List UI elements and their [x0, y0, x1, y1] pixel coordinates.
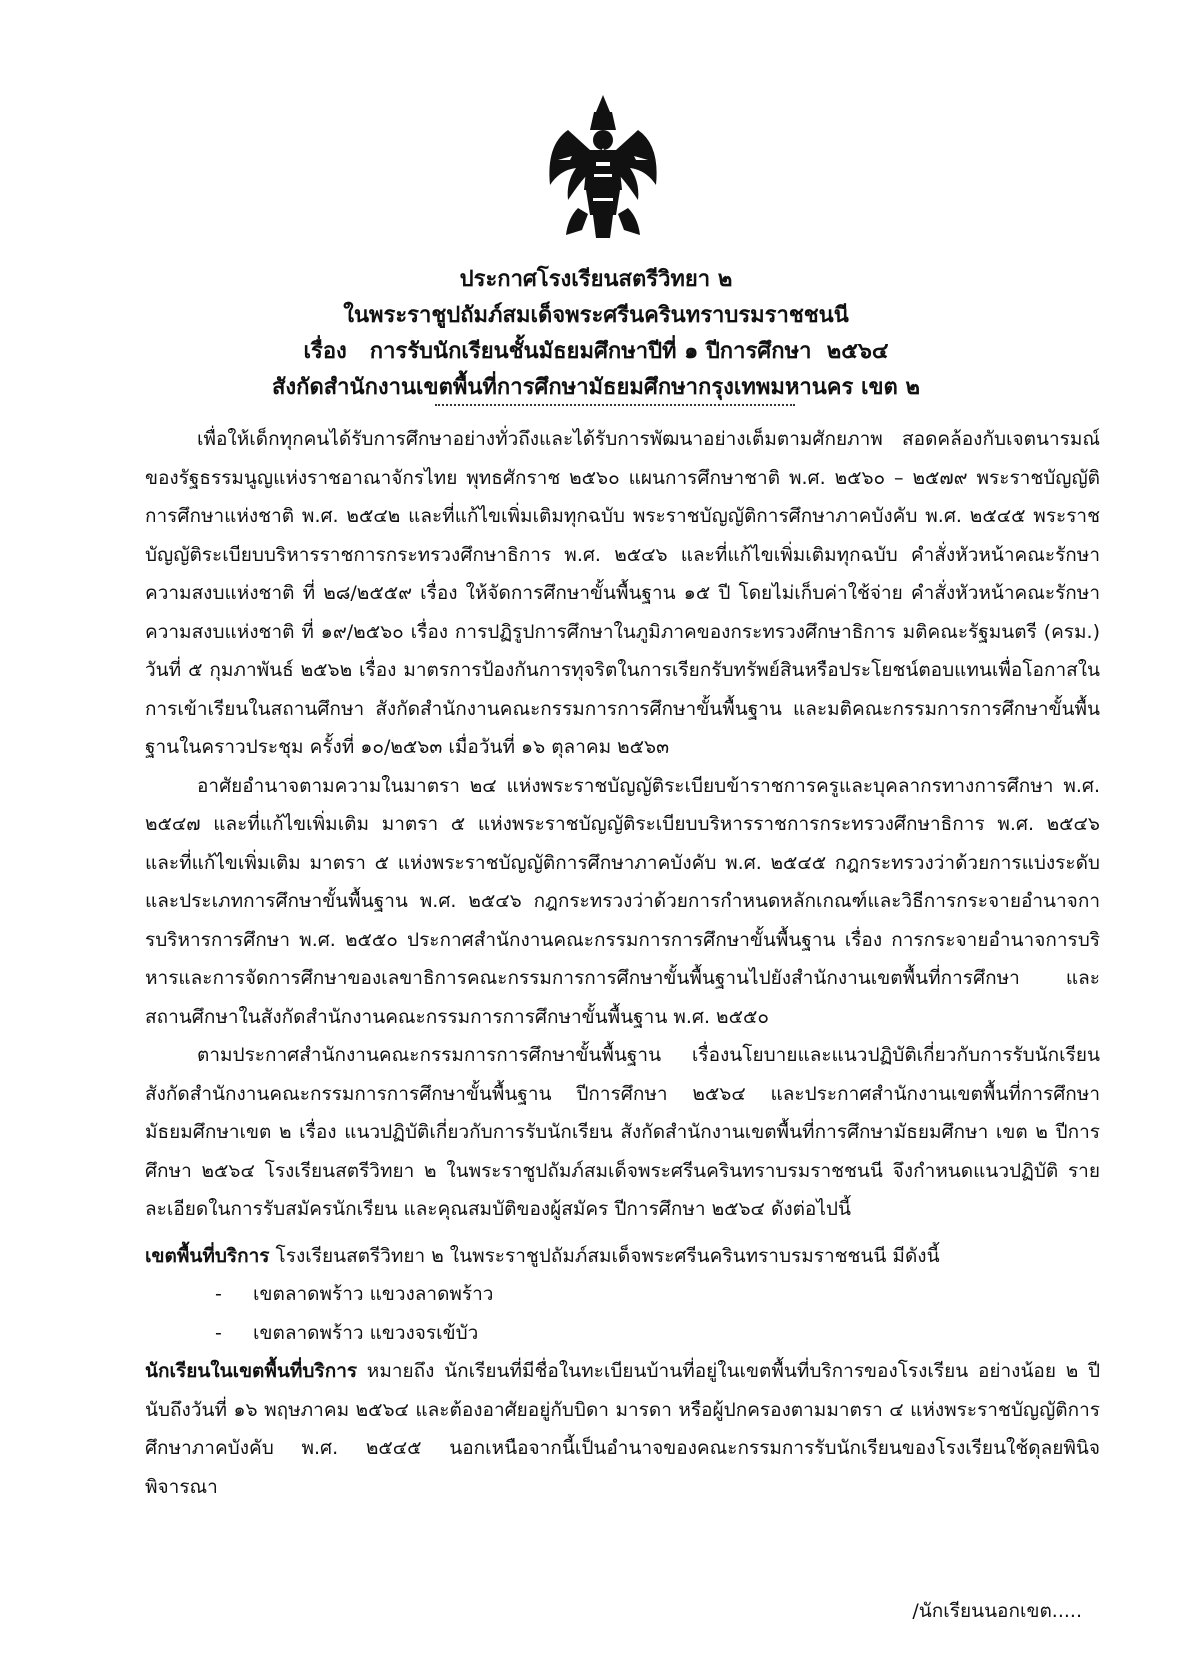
- service-area-label: เขตพื้นที่บริการ: [145, 1244, 270, 1267]
- header-line-4: สังกัดสำนักงานเขตพื้นที่การศึกษามัธยมศึกษากรุงเทพมหานคร เขต ๒: [271, 375, 921, 400]
- continuation-note: /นักเรียนนอกเขต.....: [912, 1600, 1082, 1622]
- header-line-2: ในพระราชูปถัมภ์สมเด็จพระศรีนครินทราบรมราชชนนี: [343, 303, 849, 328]
- students-text: หมายถึง นักเรียนที่มีชื่อในทะเบียนบ้านที่อยู่ในเขตพื้นที่บริการของโรงเรียน อย่างน้อย ๒ ปี นับถึงวันที่ ๑๖ พฤษภาคม ๒๕๖๔ และต้องอาศัยอยู่กับบิดา มารดา หรือผู้ปกครองตามมาตรา ๔ แห่งพระราชบัญญัติการศึกษาภาคบังคับ พ.ศ. ๒๕๔๕ นอกเหนือจากนี้เป็นอำนาจของคณะกรรมการรับนักเรียนของโรงเรียนใช้ดุลยพินิจพิจารณา: [145, 1360, 1100, 1498]
- bullet-dash: -: [215, 1321, 222, 1344]
- announcement-header: [0, 262, 1192, 406]
- students-label: นักเรียนในเขตพื้นที่บริการ: [145, 1360, 358, 1382]
- list-item: [145, 1275, 1100, 1314]
- list-item: [145, 1314, 1100, 1353]
- separator-dots: [435, 404, 795, 406]
- service-area-text: โรงเรียนสตรีวิทยา ๒ ในพระราชูปถัมภ์สมเด็จพระศรีนครินทราบรมราชชนนี มีดังนี้: [269, 1244, 940, 1267]
- announcement-body: [145, 420, 1100, 1506]
- paragraph-2: อาศัยอำนาจตามความในมาตรา ๒๔ แห่งพระราชบัญญัติระเบียบข้าราชการครูและบุคลากรทางการศึกษา พ.ศ. ๒๕๔๗ และที่แก้ไขเพิ่มเติม มาตรา ๕ แห่งพระราชบัญญัติระเบียบบริหารราชการกระทรวงศึกษาธิการ พ.ศ. ๒๕๔๖ และที่แก้ไขเพิ่มเติม มาตรา ๕ แห่งพระราชบัญญัติการศึกษาภาคบังคับ พ.ศ. ๒๕๔๕ กฎกระทรวงว่าด้วยการแบ่งระดับและประเภทการศึกษาขั้นพื้นฐาน พ.ศ. ๒๕๔๖ กฎกระทรวงว่าด้วยการกำหนดหลักเกณฑ์และวิธีการกระจายอำนาจการบริหารการศึกษา พ.ศ. ๒๕๕๐ ประกาศสำนักงานคณะกรรมการการศึกษาขั้นพื้นฐาน เรื่อง การกระจายอำนาจการบริหารและการจัดการศึกษาของเลขาธิการคณะกรรมการการศึกษาขั้นพื้นฐานไปยังสำนักงานเขตพื้นที่การศึกษา และสถานศึกษาในสังกัดสำนักงานคณะกรรมการการศึกษาขั้นพื้นฐาน พ.ศ. ๒๕๕๐: [145, 774, 1100, 1028]
- list-item-text: เขตลาดพร้าว แขวงลาดพร้าว: [253, 1283, 494, 1305]
- students-definition: [145, 1352, 1100, 1506]
- bullet-dash: -: [215, 1283, 222, 1305]
- paragraph-3: ตามประกาศสำนักงานคณะกรรมการการศึกษาขั้นพื้นฐาน เรื่องนโยบายและแนวปฏิบัติเกี่ยวกับการรับนักเรียน สังกัดสำนักงานคณะกรรมการการศึกษาขั้นพื้นฐาน ปีการศึกษา ๒๕๖๔ และประกาศสำนักงานเขตพื้นที่การศึกษามัธยมศึกษาเขต ๒ เรื่อง แนวปฏิบัติเกี่ยวกับการรับนักเรียน สังกัดสำนักงานเขตพื้นที่การศึกษามัธยมศึกษา เขต ๒ ปีการศึกษา ๒๕๖๔ โรงเรียนสตรีวิทยา ๒ ในพระราชูปถัมภ์สมเด็จพระศรีนครินทราบรมราชชนนี จึงกำหนดแนวปฏิบัติ รายละเอียดในการรับสมัครนักเรียน และคุณสมบัติของผู้สมัคร ปีการศึกษา ๒๕๖๔ ดังต่อไปนี้: [145, 1044, 1100, 1220]
- header-line-3: เรื่อง การรับนักเรียนชั้นมัธยมศึกษาปีที่ ๑ ปีการศึกษา ๒๕๖๔: [303, 339, 889, 364]
- service-area-line: [145, 1237, 1100, 1276]
- paragraph-1: เพื่อให้เด็กทุกคนได้รับการศึกษาอย่างทั่วถึงและได้รับการพัฒนาอย่างเต็มตามศักยภาพ สอดคล้องกับเจตนารมณ์ของรัฐธรรมนูญแห่งราชอาณาจักรไทย พุทธศักราช ๒๕๖๐ แผนการศึกษาชาติ พ.ศ. ๒๕๖๐ – ๒๕๗๙ พระราชบัญญัติการศึกษาแห่งชาติ พ.ศ. ๒๕๔๒ และที่แก้ไขเพิ่มเติมทุกฉบับ พระราชบัญญัติการศึกษาภาคบังคับ พ.ศ. ๒๕๔๕ พระราชบัญญัติระเบียบบริหารราชการกระทรวงศึกษาธิการ พ.ศ. ๒๕๔๖ และที่แก้ไขเพิ่มเติมทุกฉบับ คำสั่งหัวหน้าคณะรักษาความสงบแห่งชาติ ที่ ๒๘/๒๕๕๙ เรื่อง ให้จัดการศึกษาขั้นพื้นฐาน ๑๕ ปี โดยไม่เก็บค่าใช้จ่าย คำสั่งหัวหน้าคณะรักษาความสงบแห่งชาติ ที่ ๑๙/๒๕๖๐ เรื่อง การปฏิรูปการศึกษาในภูมิภาคของกระทรวงศึกษาธิการ มติคณะรัฐมนตรี (ครม.) วันที่ ๕ กุมภาพันธ์ ๒๕๖๒ เรื่อง มาตรการป้องกันการทุจริตในการเรียกรับทรัพย์สินหรือประโยชน์ตอบแทนเพื่อโอกาสในการเข้าเรียนในสถานศึกษา สังกัดสำนักงานคณะกรรมการการศึกษาขั้นพื้นฐาน และมติคณะกรรมการการศึกษาขั้นพื้นฐานในคราวประชุม ครั้งที่ ๑๐/๒๕๖๓ เมื่อวันที่ ๑๖ ตุลาคม ๒๕๖๓: [145, 428, 1100, 758]
- header-line-1: ประกาศโรงเรียนสตรีวิทยา ๒: [459, 267, 733, 292]
- list-item-text: เขตลาดพร้าว แขวงจรเข้บัว: [253, 1321, 479, 1344]
- garuda-emblem-icon: [538, 90, 668, 240]
